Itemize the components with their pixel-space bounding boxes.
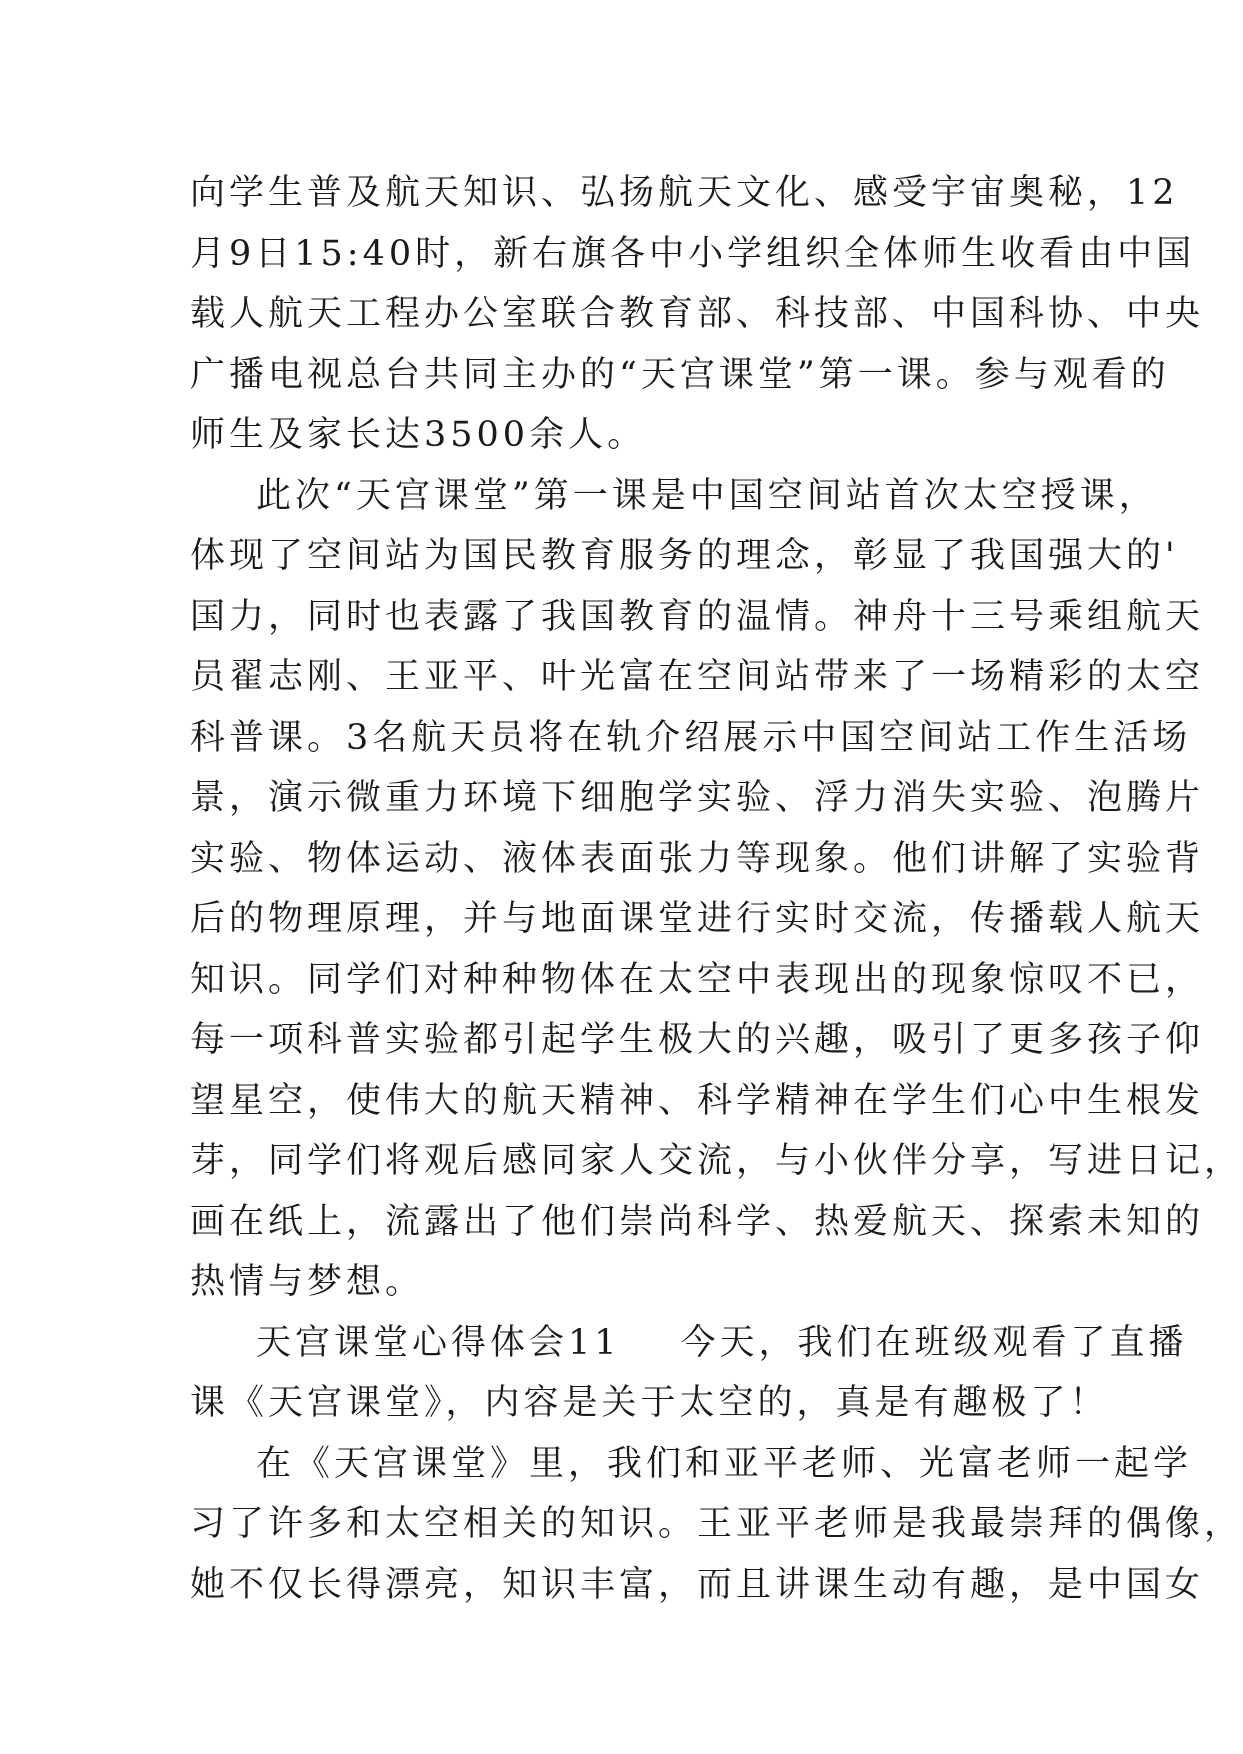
text-line: 知识。同学们对种种物体在太空中表现出的现象惊叹不已， xyxy=(190,959,1205,1000)
text-line: 向学生普及航天知识、弘扬航天文化、感受宇宙奥秘，12 xyxy=(190,173,1179,213)
text-line: 景，演示微重力环境下细胞学实验、浮力消失实验、泡腾片 xyxy=(190,778,1205,818)
paragraph-start-line: 在《天宫课堂》里，我们和亚平老师、光富老师一起学 xyxy=(256,1443,1193,1484)
text-line: 广播电视总台共同主办的“天宫课堂”第一课。参与观看的 xyxy=(190,354,1170,395)
text-line: 载人航天工程办公室联合教育部、科技部、中国科协、中央 xyxy=(190,294,1205,334)
text-line: 师生及家长达3500余人。 xyxy=(190,415,647,455)
text-line: 习了许多和太空相关的知识。王亚平老师是我最崇拜的偶像， xyxy=(190,1504,1243,1544)
text-line: 望星空，使伟大的航天精神、科学精神在学生们心中生根发 xyxy=(190,1080,1205,1121)
section-heading-line xyxy=(190,1313,1188,1374)
text-line: 课《天宫课堂》，内容是关于太空的，真是有趣极了！ xyxy=(190,1383,1109,1423)
text-line: 体现了空间站为国民教育服务的理念，彰显了我国强大的' xyxy=(190,536,1179,576)
text-line: 热情与梦想。 xyxy=(190,1262,425,1302)
paragraph-start-line: 此次“天宫课堂”第一课是中国空间站首次太空授课， xyxy=(256,475,1158,516)
text-line: 画在纸上，流露出了他们崇尚科学、热爱航天、探索未知的 xyxy=(190,1201,1205,1242)
text-line: 她不仅长得漂亮，知识丰富，而且讲课生动有趣，是中国女 xyxy=(190,1564,1205,1605)
text-line: 国力，同时也表露了我国教育的温情。神舟十三号乘组航天 xyxy=(190,596,1205,637)
text-line: 实验、物体运动、液体表面张力等现象。他们讲解了实验背 xyxy=(190,838,1205,879)
text-line: 后的物理原理，并与地面课堂进行实时交流，传播载人航天 xyxy=(190,899,1205,939)
text-line: 科普课。3名航天员将在轨介绍展示中国空间站工作生活场 xyxy=(190,717,1192,758)
text-line: 月9日15:40时，新右旗各中小学组织全体师生收看由中国 xyxy=(190,233,1196,274)
text-line: 芽，同学们将观后感同家人交流，与小伙伴分享，写进日记， xyxy=(190,1141,1243,1181)
section-first-line: 今天，我们在班级观看了直播 xyxy=(680,1322,1188,1363)
text-line: 每一项科普实验都引起学生极大的兴趣，吸引了更多孩子仰 xyxy=(190,1020,1205,1060)
text-line: 员翟志刚、王亚平、叶光富在空间站带来了一场精彩的太空 xyxy=(190,657,1205,697)
body-text xyxy=(190,163,1243,1615)
section-title: 天宫课堂心得体会11 xyxy=(256,1322,621,1363)
